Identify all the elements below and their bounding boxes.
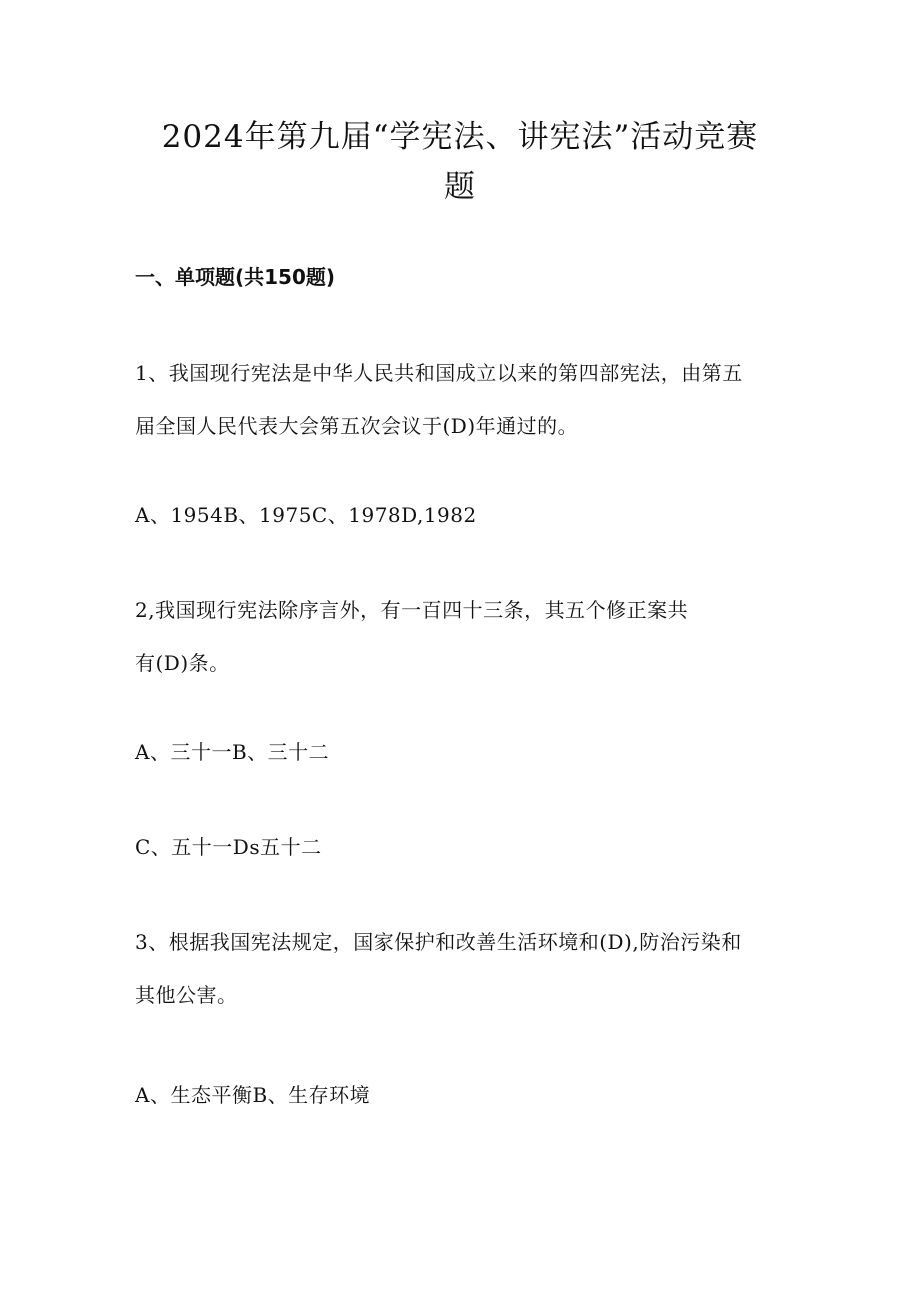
question-2-options-ab [135, 742, 785, 762]
options-line: A、1954B、1975C、1978D,1982 [135, 503, 477, 527]
question-2-options-cd [135, 837, 785, 857]
document-title [140, 112, 780, 212]
options-line: A、三十一B、三十二 [135, 740, 330, 764]
options-line: C、五十一Ds五十二 [135, 835, 322, 859]
question-2-line-2: 有(D)条。 [135, 651, 230, 675]
title-line-1: 2024年第九届“学宪法、讲宪法”活动竞赛 [161, 119, 759, 155]
question-2-line-1: 2,我国现行宪法除序言外，有一百四十三条，其五个修正案共 [135, 598, 689, 622]
question-3-options [135, 1085, 785, 1105]
question-3-line-1: 3、根据我国宪法规定，国家保护和改善生活环境和(D),防治污染和 [135, 930, 742, 954]
question-1-line-1: 1、我国现行宪法是中华人民共和国成立以来的第四部宪法，由第五 [135, 361, 743, 385]
question-3 [135, 932, 785, 1005]
options-line: A、生态平衡B、生存环境 [135, 1083, 371, 1107]
question-1 [135, 363, 785, 436]
question-2 [135, 600, 785, 673]
question-1-line-2: 届全国人民代表大会第五次会议于(D)年通过的。 [135, 414, 579, 438]
section-heading: 一、单项题(共150题) [135, 265, 336, 289]
question-1-options [135, 505, 785, 525]
question-3-line-2: 其他公害。 [135, 983, 238, 1007]
title-line-2: 题 [444, 169, 476, 205]
